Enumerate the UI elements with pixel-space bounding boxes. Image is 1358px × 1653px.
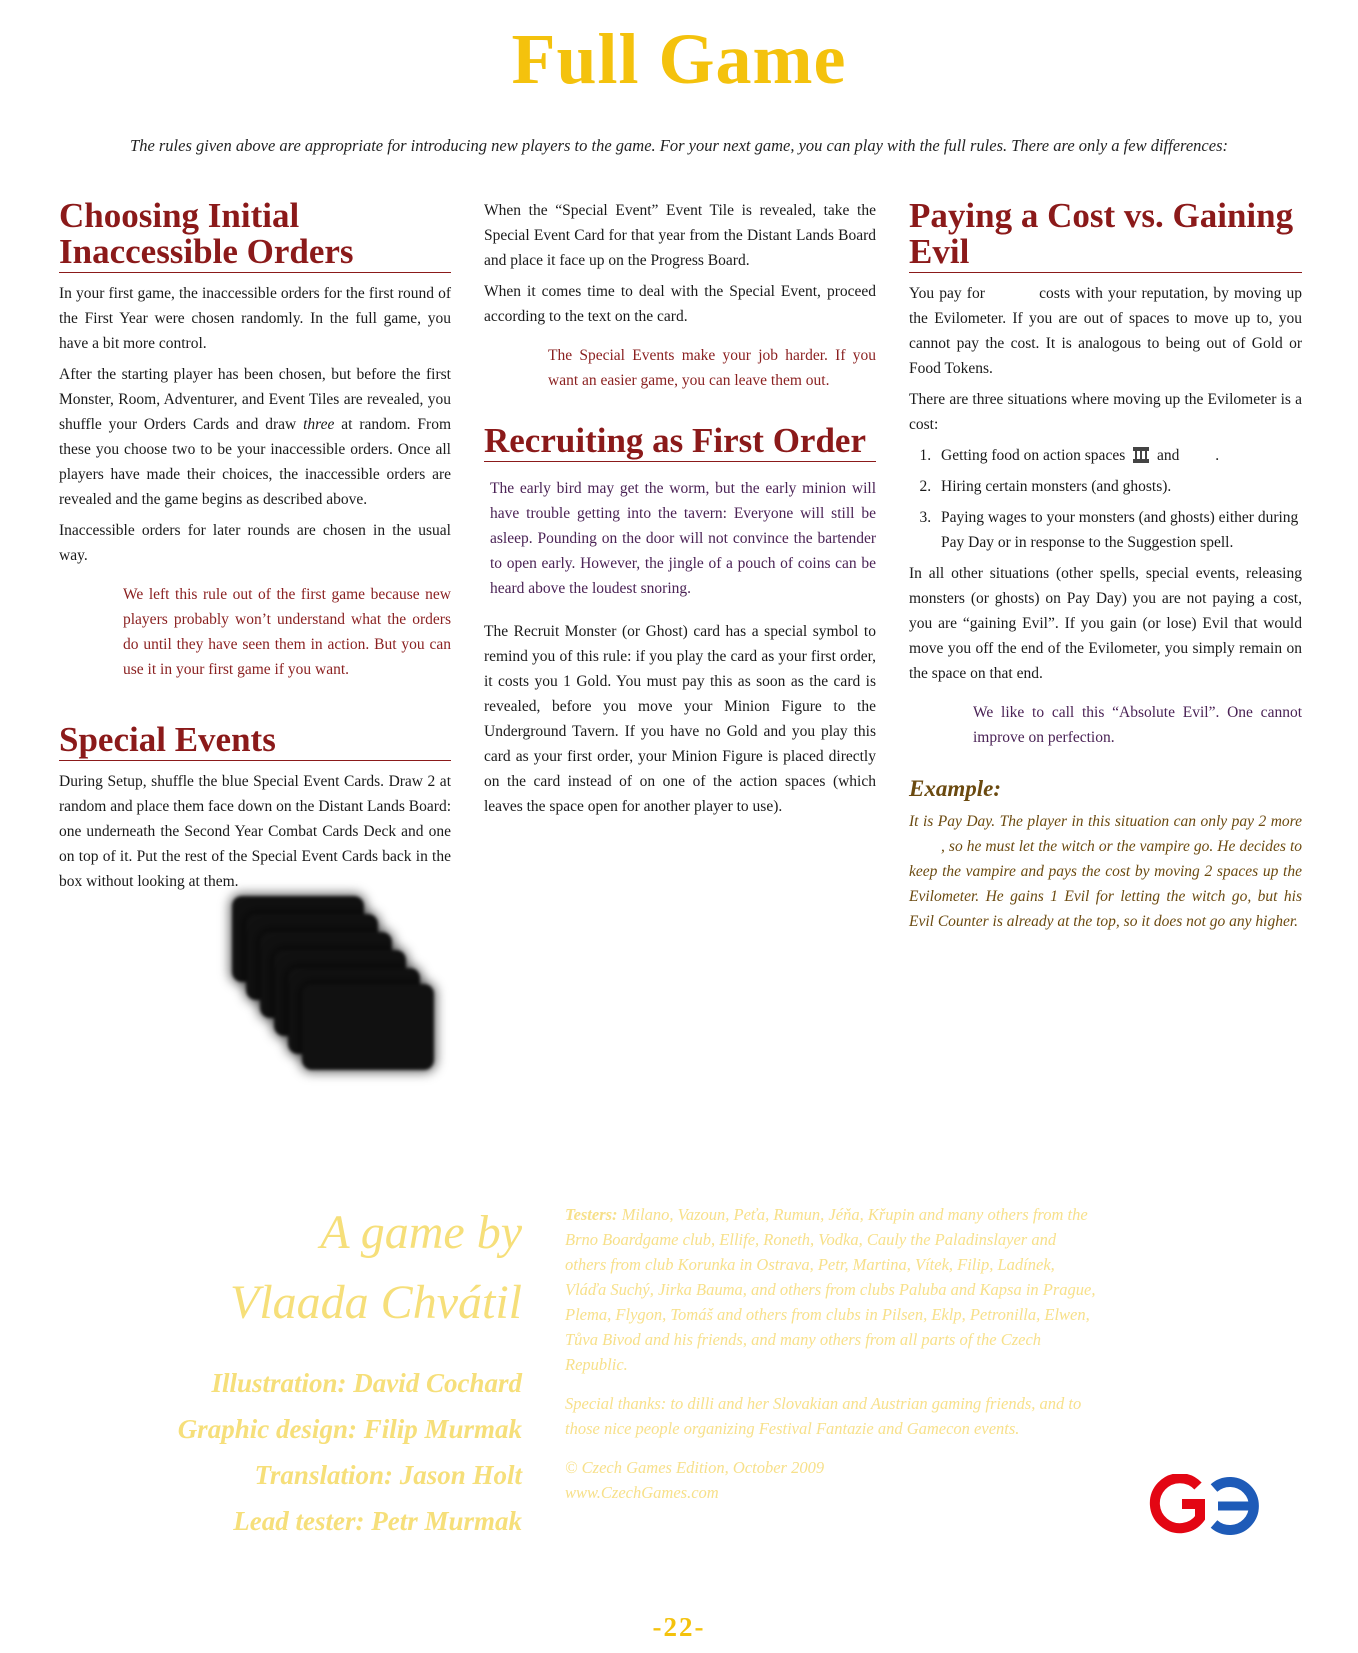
paragraph: There are three situations where moving up the Evilometer is a cost: xyxy=(909,391,1302,433)
page-title: Full Game xyxy=(511,19,847,99)
heading-special-events: Special Events xyxy=(59,722,451,761)
paragraph: When it comes time to deal with the Special Event, proceed according to the text on the card. xyxy=(484,283,876,325)
example-heading: Example: xyxy=(909,776,1001,801)
list-item: 2. Hiring certain monsters (and ghosts). xyxy=(935,474,1302,499)
column-middle xyxy=(484,198,876,825)
list-item: 1. Getting food on action spaces and . xyxy=(935,443,1302,468)
credit-line: Illustration: David Cochard xyxy=(211,1368,522,1398)
credits-main xyxy=(120,1198,522,1544)
heading-paying-cost: Paying a Cost vs. Gaining Evil xyxy=(909,198,1302,273)
card-stack-image xyxy=(232,896,442,1074)
paragraph: Inaccessible orders for later rounds are chosen in the usual way. xyxy=(59,522,451,564)
heading-choosing-orders: Choosing Initial Inaccessible Orders xyxy=(59,198,451,273)
flavor-text: The early bird may get the worm, but the early minion will have trouble getting into the tavern: Everyone will still be asleep. Pounding on the door will not convince the bartender to open early. However, the jingle of a pouch of coins can be heard above the loudest snoring. xyxy=(490,480,876,597)
flavor-text: We like to call this “Absolute Evil”. One cannot improve on perfection. xyxy=(973,704,1302,746)
card xyxy=(302,984,434,1070)
credit-line: Graphic design: Filip Murmak xyxy=(177,1414,522,1444)
heading-recruiting: Recruiting as First Order xyxy=(484,423,876,462)
flavor-text: The Special Events make your job harder. If you want an easier game, you can leave them out. xyxy=(548,347,876,389)
credit-author: Vlaada Chvátil xyxy=(230,1276,522,1329)
cge-logo-icon xyxy=(1148,1474,1264,1536)
paragraph: When the “Special Event” Event Tile is revealed, take the Special Event Card for that year from the Distant Lands Board and place it face up on the Progress Board. xyxy=(484,202,876,269)
action-space-icon xyxy=(1131,444,1151,464)
credit-line: Translation: Jason Holt xyxy=(254,1460,522,1490)
credit-line: Lead tester: Petr Murmak xyxy=(233,1506,522,1536)
page-number: -22- xyxy=(652,1612,706,1642)
paragraph: In all other situations (other spells, special events, releasing monsters (or ghosts) on Pay Day) you are not paying a cost, you are “gaining Evil”. If you gain (or lose) Evil that would move you off the end of the Evilometer, you simply remain on the space on that end. xyxy=(909,565,1302,682)
credit-line: A game by xyxy=(320,1206,522,1259)
column-right xyxy=(909,198,1302,940)
cost-list xyxy=(909,443,1302,555)
column-left xyxy=(59,198,451,900)
example-text: It is Pay Day. The player in this situation can only pay 2 more , so he must let the witch or the vampire go. He decides to keep the vampire and pays the cost by moving 2 spaces up the Evilometer. He gains 1 Evil for letting the witch go, but his Evil Counter is already at the top, so it does not go any higher. xyxy=(909,813,1302,930)
paragraph: After the starting player has been chosen, but before the first Monster, Room, Adventurer, and Event Tiles are revealed, you shuffle your Orders Cards and draw three at random. From these you choose two to be your inaccessible orders. Once all players have made their choices, the inaccessible orders are revealed and the game begins as described above. xyxy=(59,366,451,508)
list-item: 3. Paying wages to your monsters (and ghosts) either during Pay Day or in response to the Suggestion spell. xyxy=(935,505,1302,555)
paragraph: You pay for costs with your reputation, by moving up the Evilometer. If you are out of spaces to move up to, you cannot pay the cost. It is analogous to being out of Gold or Food Tokens. xyxy=(909,285,1302,377)
paragraph: During Setup, shuffle the blue Special Event Cards. Draw 2 at random and place them face down on the Distant Lands Board: one underneath the Second Year Combat Cards Deck and one on top of it. Put the rest of the Special Event Cards back in the box without looking at them. xyxy=(59,773,451,890)
website-link: www.CzechGames.com xyxy=(565,1483,719,1502)
recruit-rule: The Recruit Monster (or Ghost) card has a special symbol to remind you of this rule: if you play the card as your first order, it costs you 1 Gold. You must pay this as soon as the card is revealed, before you move your Minion Figure to the Underground Tavern. If you have no Gold and you play this card as your first order, your Minion Figure is placed directly on the card instead of on one of the action spaces (which leaves the space open for another player to use). xyxy=(484,623,876,815)
flavor-text: We left this rule out of the first game because new players probably won’t understand what the orders do until they have seen them in action. But you can use it in your first game if you want. xyxy=(123,586,451,678)
credits-testers: Testers: Milano, Vazoun, Peťa, Rumun, Jéňa, Křupin and many others from the Brno Boardgame club, Ellife, Roneth, Vodka, Cauly the Paladinslayer and others from club Korunka in Ostrava, Petr, Martina, Vítek, Filip, Ladínek, Vláďa Suchý, Jirka Bauma, and others from clubs Paluba and Kapsa in Prague, Plema, Flygon, Tomáš and others from clubs in Pilsen, Eklp, Petronilla, Elwen, Tůva Bivod and his friends, and many others from all parts of the Czech Republic. Special thanks: to dilli and her Slovakian and Austrian gaming friends, and to those nice people organizing Festival Fantazie and Gamecon events. © Czech Games Edition, October 2009 www.CzechGames.com xyxy=(565,1202,1100,1519)
paragraph: In your first game, the inaccessible orders for the first round of the First Year were chosen randomly. In the full game, you have a bit more control. xyxy=(59,285,451,352)
intro-text: The rules given above are appropriate for introducing new players to the game. For your next game, you can play with the full rules. There are only a few differences: xyxy=(130,136,1228,155)
